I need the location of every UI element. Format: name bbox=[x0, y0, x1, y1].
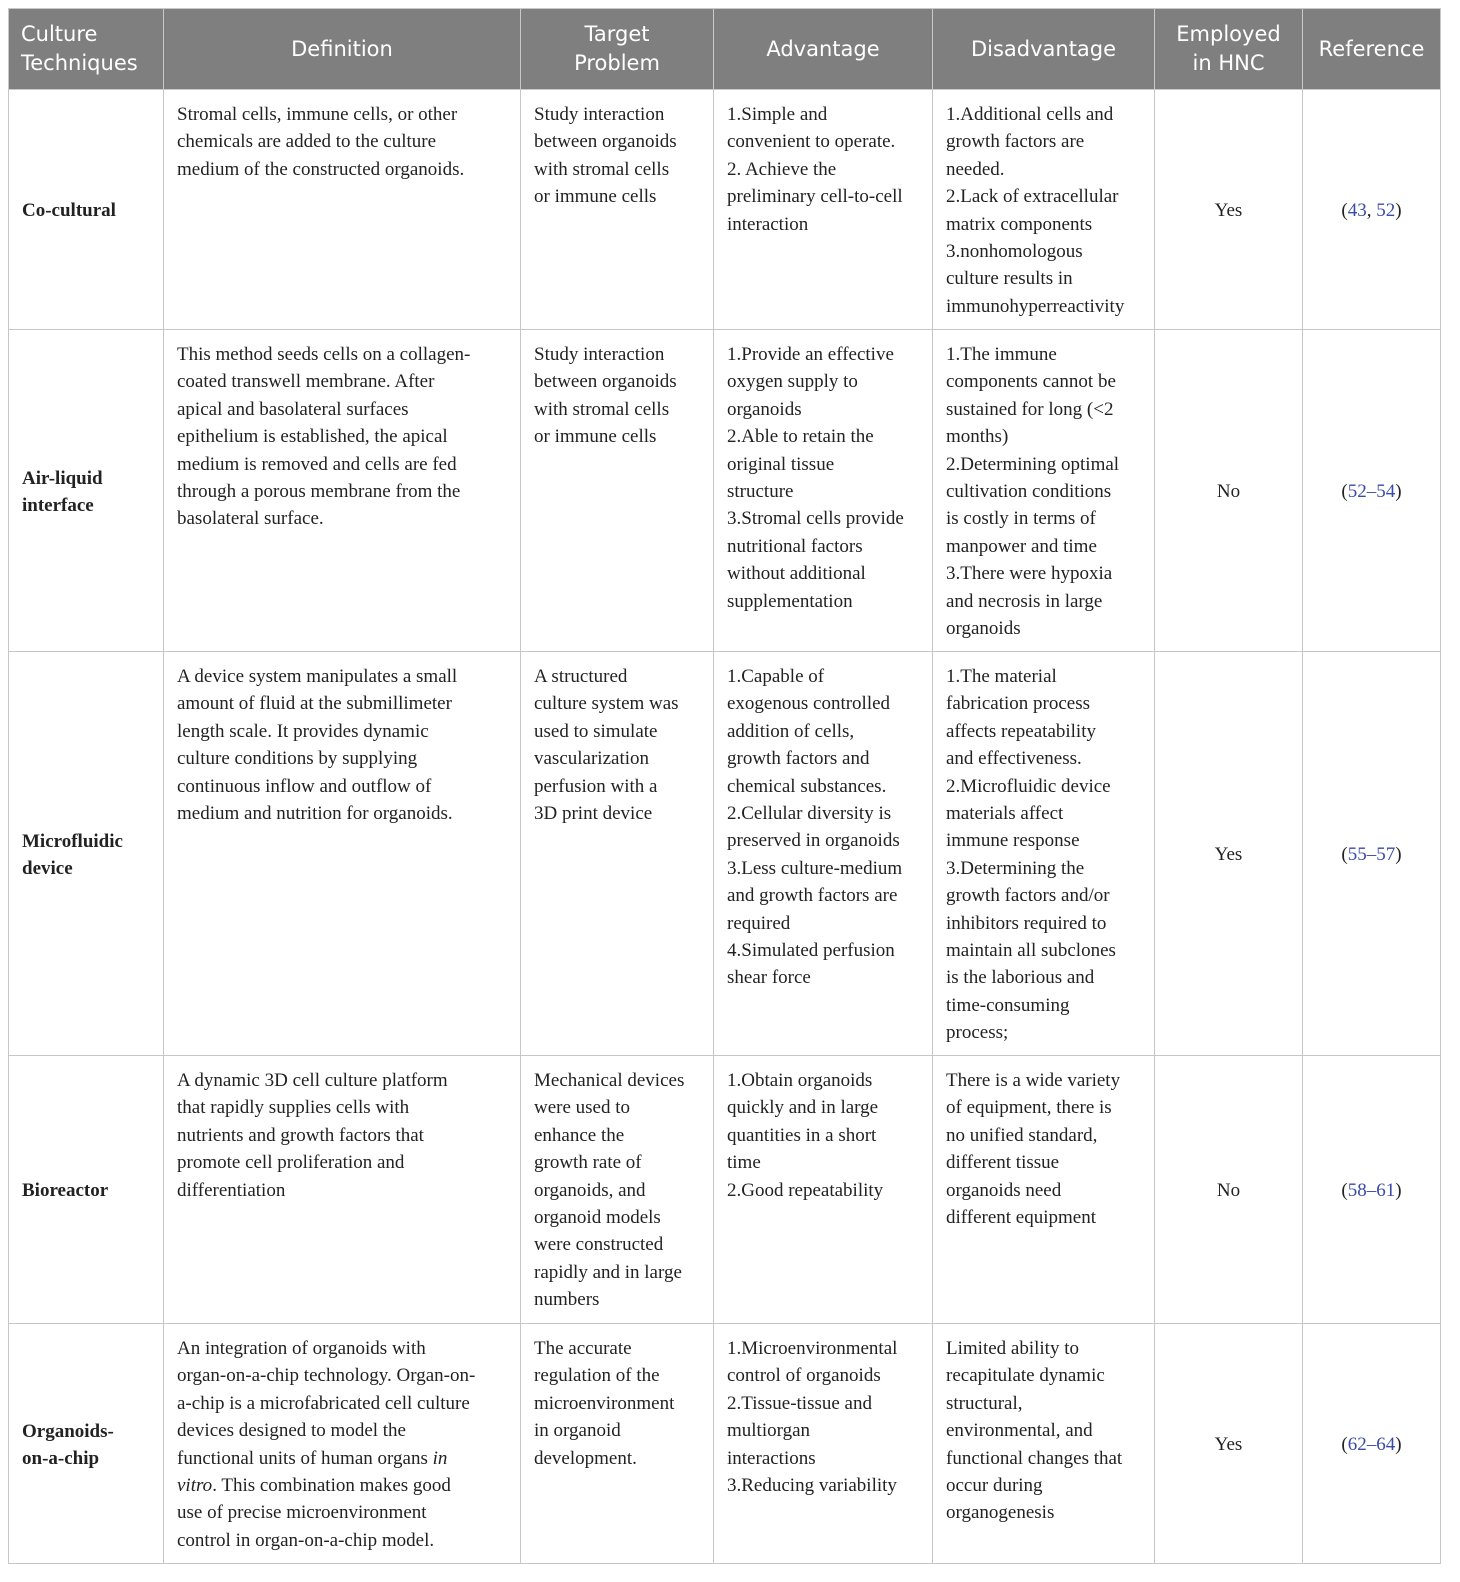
text-line: 1.Additional cells and bbox=[946, 104, 1114, 125]
text-line: An integration of organoids with bbox=[177, 1338, 426, 1359]
cell-advantage bbox=[714, 652, 933, 1056]
reference-link[interactable]: 43 bbox=[1347, 200, 1367, 222]
cell-target-problem bbox=[521, 652, 714, 1056]
technique-name: device bbox=[22, 858, 73, 879]
text-line: basolateral surface. bbox=[177, 508, 324, 530]
text-line: is the laborious and bbox=[946, 967, 1095, 989]
header-text: Advantage bbox=[766, 36, 880, 61]
text-line: medium of the constructed organoids. bbox=[177, 158, 465, 180]
header-culture-techniques bbox=[9, 9, 164, 90]
text-line: 1.Capable of bbox=[727, 666, 825, 687]
text-line: 1.Microenvironmental bbox=[727, 1338, 898, 1359]
cell-disadvantage bbox=[933, 1324, 1155, 1564]
text-line: preliminary cell-to-cell bbox=[727, 186, 903, 208]
cell-reference bbox=[1303, 330, 1441, 652]
cell-technique bbox=[9, 1056, 164, 1324]
text-line bbox=[177, 1445, 507, 1472]
text-line: recapitulate dynamic bbox=[946, 1365, 1105, 1387]
cell-target-problem bbox=[521, 1324, 714, 1564]
text-line: growth factors are bbox=[946, 131, 1085, 153]
text-line: inhibitors required to bbox=[946, 912, 1107, 934]
ref-paren: ( bbox=[1341, 1434, 1348, 1456]
text-line: in organoid bbox=[534, 1420, 621, 1442]
cell-target-problem bbox=[521, 1056, 714, 1324]
reference-link[interactable]: 55–57 bbox=[1347, 844, 1396, 866]
cell-definition bbox=[164, 1324, 521, 1564]
text-line: amount of fluid at the submillimeter bbox=[177, 693, 452, 715]
cell-employed bbox=[1155, 330, 1303, 652]
text-line: no unified standard, bbox=[946, 1124, 1098, 1146]
text-line: supplementation bbox=[727, 590, 853, 612]
text-line: organ-on-a-chip technology. Organ-on- bbox=[177, 1365, 476, 1387]
cell-technique bbox=[9, 652, 164, 1056]
text-line: 2.Good repeatability bbox=[727, 1179, 884, 1201]
text-line: shear force bbox=[727, 967, 811, 989]
text-line: A device system manipulates a small bbox=[177, 666, 458, 687]
text-line: 1.The material bbox=[946, 666, 1057, 687]
text-line: continuous inflow and outflow of bbox=[177, 775, 432, 797]
header-target-problem bbox=[521, 9, 714, 90]
text-line: months) bbox=[946, 426, 1009, 448]
text-line: quantities in a short bbox=[727, 1124, 877, 1146]
text-line: were constructed bbox=[534, 1234, 664, 1256]
cell-advantage bbox=[714, 1056, 933, 1324]
text-line: 1.Provide an effective bbox=[727, 344, 894, 365]
text-fragment: . This combination makes good bbox=[212, 1475, 451, 1497]
text-line: This method seeds cells on a collagen- bbox=[177, 344, 471, 365]
text-line: and effectiveness. bbox=[946, 748, 1082, 770]
ref-paren: ) bbox=[1395, 1180, 1402, 1202]
text-line: Limited ability to bbox=[946, 1338, 1079, 1359]
text-line: 4.Simulated perfusion bbox=[727, 940, 895, 962]
text-line: 1.Simple and bbox=[727, 104, 828, 125]
header-text: Culture bbox=[21, 22, 98, 46]
text-line: growth rate of bbox=[534, 1152, 642, 1174]
text-line: growth factors and bbox=[727, 748, 870, 770]
text-line: devices designed to model the bbox=[177, 1420, 406, 1442]
text-line: affects repeatability bbox=[946, 720, 1096, 742]
reference-link[interactable]: 52–54 bbox=[1347, 481, 1396, 503]
text-line: exogenous controlled bbox=[727, 693, 891, 715]
employed-value: No bbox=[1216, 481, 1241, 503]
cell-reference bbox=[1303, 652, 1441, 1056]
text-line: 3.nonhomologous bbox=[946, 241, 1083, 263]
table-row bbox=[9, 652, 1441, 1056]
employed-value: Yes bbox=[1214, 844, 1243, 866]
text-line: apical and basolateral surfaces bbox=[177, 398, 409, 420]
cell-disadvantage bbox=[933, 1056, 1155, 1324]
cell-technique bbox=[9, 90, 164, 330]
culture-techniques-table-container bbox=[8, 8, 1440, 1564]
ref-paren: ( bbox=[1341, 200, 1348, 222]
text-line: culture results in bbox=[946, 268, 1073, 290]
text-line: control of organoids bbox=[727, 1365, 881, 1387]
cell-target-problem bbox=[521, 330, 714, 652]
text-line: 1.Obtain organoids bbox=[727, 1070, 873, 1091]
text-line: different tissue bbox=[946, 1152, 1060, 1174]
text-line: immune response bbox=[946, 830, 1080, 852]
text-line: 2.Cellular diversity is bbox=[727, 803, 892, 825]
text-line: of equipment, there is bbox=[946, 1097, 1112, 1119]
ref-paren: ) bbox=[1395, 200, 1402, 222]
text-line: interaction bbox=[727, 213, 809, 235]
text-line: Study interaction bbox=[534, 344, 665, 365]
text-line: and growth factors are bbox=[727, 885, 898, 907]
cell-employed bbox=[1155, 652, 1303, 1056]
text-line: between organoids bbox=[534, 371, 677, 393]
text-line: differentiation bbox=[177, 1179, 286, 1201]
text-line: epithelium is established, the apical bbox=[177, 426, 448, 448]
text-line: structure bbox=[727, 481, 794, 503]
technique-name: Bioreactor bbox=[22, 1180, 109, 1202]
text-line: through a porous membrane from the bbox=[177, 481, 461, 503]
text-line: addition of cells, bbox=[727, 720, 855, 742]
text-line: Study interaction bbox=[534, 104, 665, 125]
text-line: sustained for long (<2 bbox=[946, 398, 1114, 420]
text-line: time bbox=[727, 1152, 761, 1174]
text-line: perfusion with a bbox=[534, 775, 658, 797]
ref-paren: ( bbox=[1341, 481, 1348, 503]
header-text: Target bbox=[584, 22, 650, 46]
cell-advantage bbox=[714, 330, 933, 652]
table-row bbox=[9, 1056, 1441, 1324]
text-line: 2.Lack of extracellular bbox=[946, 186, 1119, 208]
text-line: 2.Determining optimal bbox=[946, 453, 1120, 475]
text-line: length scale. It provides dynamic bbox=[177, 720, 429, 742]
text-line: required bbox=[727, 912, 791, 934]
text-line: oxygen supply to bbox=[727, 371, 858, 393]
text-line: enhance the bbox=[534, 1124, 625, 1146]
cell-technique bbox=[9, 330, 164, 652]
cell-advantage bbox=[714, 90, 933, 330]
header-text: in HNC bbox=[1192, 51, 1265, 75]
text-line: 2.Microfluidic device bbox=[946, 775, 1111, 797]
text-line: immunohyperreactivity bbox=[946, 295, 1125, 317]
text-line: needed. bbox=[946, 158, 1005, 180]
ref-paren: ) bbox=[1395, 844, 1402, 866]
text-line: There is a wide variety bbox=[946, 1070, 1121, 1091]
text-line: process; bbox=[946, 1022, 1009, 1044]
text-line: 2.Able to retain the bbox=[727, 426, 874, 448]
text-line: 2.Tissue-tissue and bbox=[727, 1392, 872, 1414]
text-line: a-chip is a microfabricated cell culture bbox=[177, 1392, 470, 1414]
technique-name: Organoids- bbox=[22, 1420, 114, 1442]
cell-disadvantage bbox=[933, 330, 1155, 652]
header-row bbox=[9, 9, 1441, 90]
text-line: The accurate bbox=[534, 1338, 632, 1359]
text-line: Stromal cells, immune cells, or other bbox=[177, 104, 458, 125]
text-line: organoids need bbox=[946, 1179, 1062, 1201]
text-line: occur during bbox=[946, 1475, 1043, 1497]
ref-paren: ( bbox=[1341, 1180, 1348, 1202]
technique-name: Air-liquid bbox=[22, 467, 103, 489]
text-line: A structured bbox=[534, 666, 628, 687]
text-line: 3D print device bbox=[534, 803, 653, 825]
text-line: regulation of the bbox=[534, 1365, 660, 1387]
cell-disadvantage bbox=[933, 90, 1155, 330]
table-row bbox=[9, 1324, 1441, 1564]
text-line: functional changes that bbox=[946, 1447, 1123, 1469]
text-line: development. bbox=[534, 1447, 637, 1469]
employed-value: No bbox=[1216, 1180, 1241, 1202]
text-line: fabrication process bbox=[946, 693, 1091, 715]
cell-definition bbox=[164, 652, 521, 1056]
text-line: coated transwell membrane. After bbox=[177, 371, 435, 393]
header-disadvantage bbox=[933, 9, 1155, 90]
text-line: nutritional factors bbox=[727, 535, 863, 557]
text-line: promote cell proliferation and bbox=[177, 1152, 405, 1174]
text-line: use of precise microenvironment bbox=[177, 1502, 427, 1524]
technique-name: interface bbox=[22, 495, 94, 516]
text-line: nutrients and growth factors that bbox=[177, 1124, 424, 1146]
text-line: preserved in organoids bbox=[727, 830, 900, 852]
text-line: organoids bbox=[727, 398, 802, 420]
header-text: Employed bbox=[1176, 22, 1281, 46]
text-line: or immune cells bbox=[534, 186, 657, 208]
text-line: time-consuming bbox=[946, 994, 1070, 1016]
italic-fragment: vitro bbox=[177, 1475, 213, 1497]
text-line: 1.The immune bbox=[946, 344, 1057, 365]
text-line: that rapidly supplies cells with bbox=[177, 1097, 410, 1119]
text-line: 3.There were hypoxia bbox=[946, 563, 1113, 585]
text-line: microenvironment bbox=[534, 1392, 675, 1414]
text-line: 2. Achieve the bbox=[727, 158, 837, 180]
text-line: convenient to operate. bbox=[727, 131, 896, 153]
table-row bbox=[9, 330, 1441, 652]
header-text: Techniques bbox=[21, 51, 138, 75]
text-line: materials affect bbox=[946, 803, 1064, 825]
text-line: environmental, and bbox=[946, 1420, 1093, 1442]
reference-link[interactable]: 58–61 bbox=[1347, 1180, 1396, 1202]
ref-paren: ( bbox=[1341, 844, 1348, 866]
technique-name: Microfluidic bbox=[22, 830, 123, 852]
text-line: Mechanical devices bbox=[534, 1070, 685, 1091]
ref-paren: ) bbox=[1395, 481, 1402, 503]
cell-employed bbox=[1155, 1324, 1303, 1564]
text-line: and necrosis in large bbox=[946, 590, 1103, 612]
header-text: Definition bbox=[291, 36, 393, 61]
header-reference bbox=[1303, 9, 1441, 90]
text-line: quickly and in large bbox=[727, 1097, 879, 1119]
reference-link[interactable]: 52 bbox=[1376, 200, 1396, 222]
employed-value: Yes bbox=[1214, 200, 1243, 222]
text-line: organogenesis bbox=[946, 1502, 1055, 1524]
italic-fragment: in bbox=[432, 1447, 448, 1469]
ref-separator: , bbox=[1366, 200, 1377, 222]
text-line: structural, bbox=[946, 1392, 1023, 1414]
technique-name: on-a-chip bbox=[22, 1448, 100, 1469]
text-line: medium and nutrition for organoids. bbox=[177, 803, 453, 825]
text-line: or immune cells bbox=[534, 426, 657, 448]
text-line: were used to bbox=[534, 1097, 631, 1119]
ref-paren: ) bbox=[1395, 1434, 1402, 1456]
text-line: culture conditions by supplying bbox=[177, 748, 418, 770]
text-line: original tissue bbox=[727, 453, 835, 475]
text-line: control in organ-on-a-chip model. bbox=[177, 1529, 435, 1551]
header-text: Disadvantage bbox=[970, 36, 1117, 61]
text-line: medium is removed and cells are fed bbox=[177, 453, 457, 475]
cell-reference bbox=[1303, 1056, 1441, 1324]
reference-link[interactable]: 62–64 bbox=[1347, 1434, 1396, 1456]
cell-definition bbox=[164, 1056, 521, 1324]
cell-reference bbox=[1303, 1324, 1441, 1564]
text-fragment: functional units of human organs bbox=[177, 1447, 433, 1469]
cell-employed bbox=[1155, 90, 1303, 330]
text-line: interactions bbox=[727, 1447, 816, 1469]
text-line bbox=[177, 1472, 507, 1499]
text-line: cultivation conditions bbox=[946, 481, 1112, 503]
text-line: culture system was bbox=[534, 693, 679, 715]
cell-definition bbox=[164, 90, 521, 330]
text-line: 3.Less culture-medium bbox=[727, 857, 903, 879]
text-line: chemicals are added to the culture bbox=[177, 131, 437, 153]
text-line: matrix components bbox=[946, 213, 1093, 235]
text-line: chemical substances. bbox=[727, 775, 887, 797]
text-line: organoid models bbox=[534, 1207, 661, 1229]
text-line: 3.Determining the bbox=[946, 857, 1085, 879]
text-line: organoids bbox=[946, 618, 1021, 640]
text-line: between organoids bbox=[534, 131, 677, 153]
cell-disadvantage bbox=[933, 652, 1155, 1056]
cell-advantage bbox=[714, 1324, 933, 1564]
text-line: without additional bbox=[727, 563, 866, 585]
header-text: Reference bbox=[1318, 36, 1425, 61]
culture-techniques-table bbox=[8, 8, 1441, 1564]
text-line: 3.Stromal cells provide bbox=[727, 508, 904, 530]
employed-value: Yes bbox=[1214, 1434, 1243, 1456]
text-line: vascularization bbox=[534, 748, 650, 770]
cell-definition bbox=[164, 330, 521, 652]
text-line: growth factors and/or bbox=[946, 885, 1110, 907]
header-employed-in-hnc bbox=[1155, 9, 1303, 90]
header-advantage bbox=[714, 9, 933, 90]
header-definition bbox=[164, 9, 521, 90]
text-line: components cannot be bbox=[946, 371, 1116, 393]
text-line: 3.Reducing variability bbox=[727, 1475, 897, 1497]
cell-employed bbox=[1155, 1056, 1303, 1324]
text-line: organoids, and bbox=[534, 1179, 646, 1201]
text-line: with stromal cells bbox=[534, 158, 670, 180]
cell-target-problem bbox=[521, 90, 714, 330]
header-text: Problem bbox=[574, 51, 660, 75]
cell-technique bbox=[9, 1324, 164, 1564]
text-line: rapidly and in large bbox=[534, 1261, 682, 1283]
cell-reference bbox=[1303, 90, 1441, 330]
text-line: A dynamic 3D cell culture platform bbox=[177, 1070, 448, 1091]
technique-name: Co-cultural bbox=[22, 200, 116, 222]
text-line: multiorgan bbox=[727, 1420, 811, 1442]
text-line: numbers bbox=[534, 1289, 600, 1311]
text-line: used to simulate bbox=[534, 720, 658, 742]
text-line: maintain all subclones bbox=[946, 940, 1116, 962]
text-line: different equipment bbox=[946, 1207, 1097, 1229]
text-line: is costly in terms of bbox=[946, 508, 1096, 530]
text-line: with stromal cells bbox=[534, 398, 670, 420]
text-line: manpower and time bbox=[946, 535, 1097, 557]
table-row bbox=[9, 90, 1441, 330]
